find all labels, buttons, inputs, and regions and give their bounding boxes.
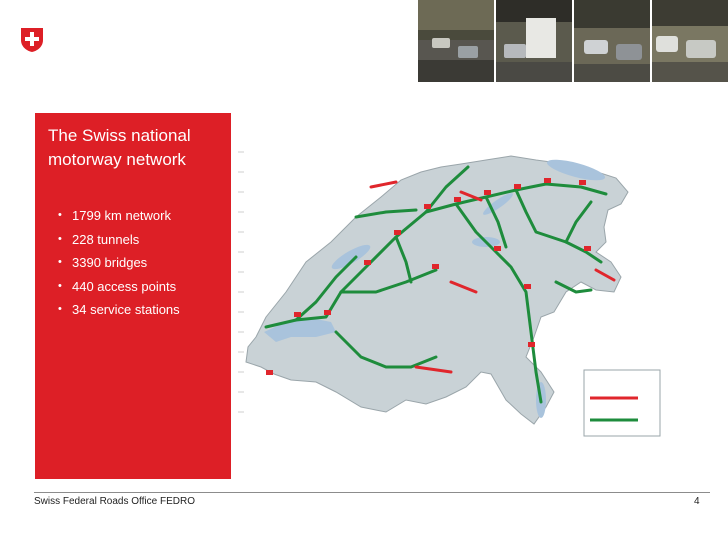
map-margin-ticks <box>238 152 244 412</box>
swiss-cross-icon <box>19 27 45 53</box>
list-item: • 1799 km network <box>58 204 180 228</box>
bullet-icon: • <box>58 232 62 245</box>
header-photo-strip <box>418 0 728 82</box>
header-photo-traffic-3 <box>574 0 652 82</box>
bullet-icon: • <box>58 303 62 315</box>
bullet-icon: • <box>58 256 62 268</box>
footer-organization: Swiss Federal Roads Office FEDRO <box>34 496 195 507</box>
footer-divider <box>34 492 710 493</box>
list-item: • 228 tunnels <box>58 228 180 252</box>
map-legend <box>582 368 662 438</box>
stats-list <box>58 204 180 322</box>
header-photo-traffic-1 <box>418 0 496 82</box>
bullet-icon: • <box>58 209 62 221</box>
page-number: 4 <box>694 496 700 507</box>
list-item: • 34 service stations <box>58 298 180 322</box>
list-item: • 3390 bridges <box>58 251 180 275</box>
header-photo-traffic-4 <box>652 0 728 82</box>
bullet-icon: • <box>58 279 62 292</box>
slide-title: The Swiss national motorway network <box>48 126 191 169</box>
header-photo-traffic-2 <box>496 0 574 82</box>
list-item: • 440 access points <box>58 275 180 299</box>
